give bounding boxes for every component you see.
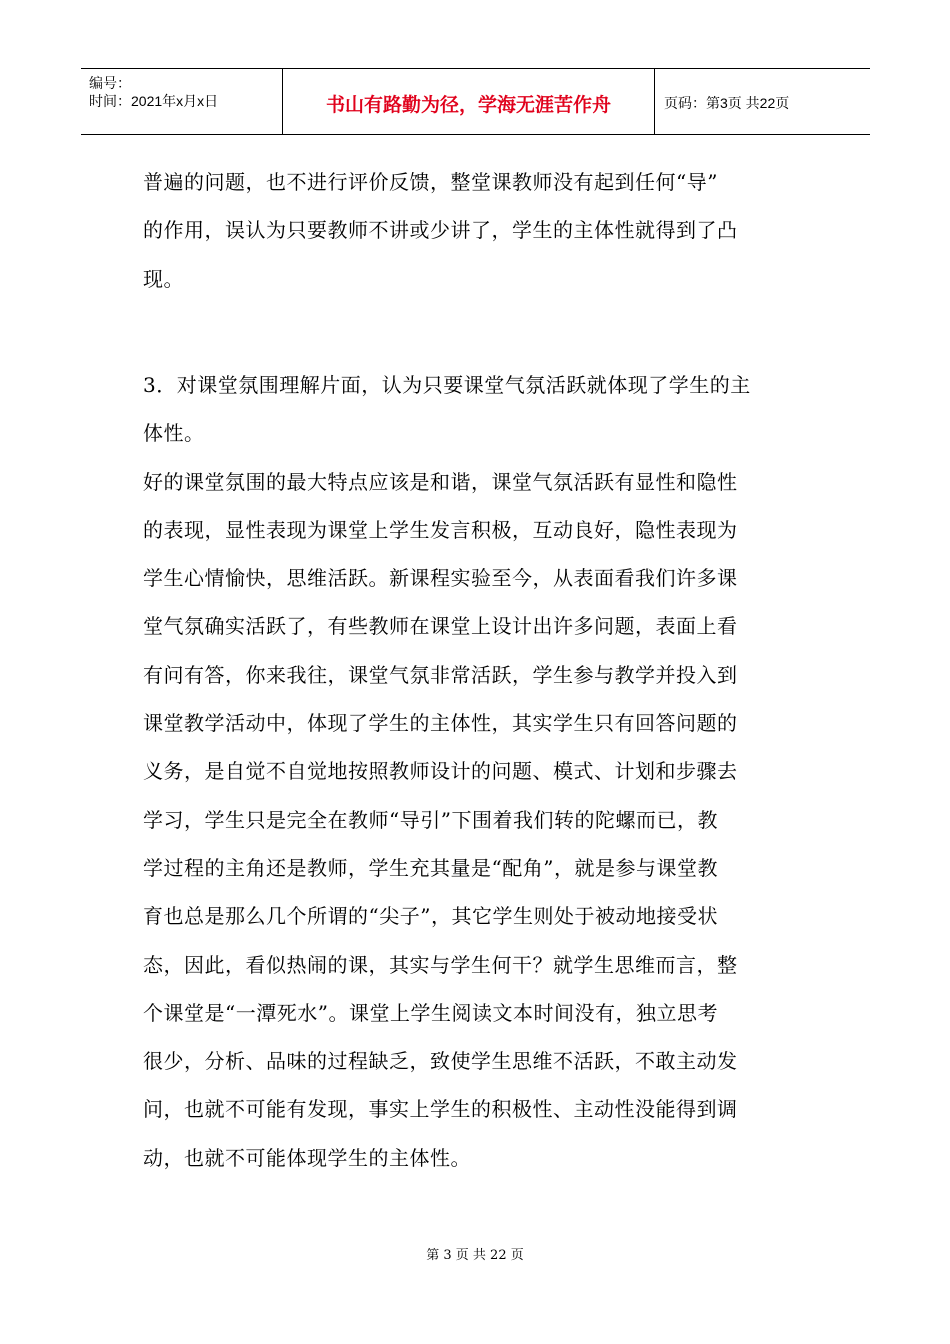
text-line: 课堂教学活动中，体现了学生的主体性，其实学生只有回答问题的 (143, 711, 738, 736)
text-line: 堂气氛确实活跃了，有些教师在课堂上设计出许多问题，表面上看 (143, 614, 738, 639)
text-line: 好的课堂氛围的最大特点应该是和谐，课堂气氛活跃有显性和隐性 (143, 469, 738, 494)
text-line: 很少，分析、品味的过程缺乏，致使学生思维不活跃，不敢主动发 (143, 1049, 738, 1074)
text-line: 动，也就不可能体现学生的主体性。 (143, 1145, 471, 1170)
page-footer: 第 3 页 共 22 页 (426, 1248, 524, 1263)
section-heading-line: 3．对课堂氛围理解片面，认为只要课堂气氛活跃就体现了学生的主 (143, 373, 751, 397)
text-line: 的作用，误认为只要教师不讲或少讲了，学生的主体性就得到了凸 (143, 218, 738, 243)
header-page-info: 页码：第3页 共22页 (664, 95, 790, 111)
text-line: 的表现，显性表现为课堂上学生发言积极，互动良好，隐性表现为 (143, 517, 738, 542)
text-line: 现。 (143, 266, 184, 291)
text-line: 学生心情愉快，思维活跃。新课程实验至今，从表面看我们许多课 (143, 566, 738, 591)
section-3 (143, 361, 808, 1182)
paragraph-continued (143, 158, 808, 303)
text-line: 普遍的问题，也不进行评价反馈，整堂课教师没有起到任何“导” (143, 170, 718, 194)
page-header (81, 68, 870, 135)
text-line: 个课堂是“一潭死水”。课堂上学生阅读文本时间没有，独立思考 (143, 1000, 718, 1025)
text-line: 问，也就不可能有发现，事实上学生的积极性、主动性没能得到调 (143, 1097, 738, 1122)
header-motto-cell (283, 69, 655, 134)
text-line: 学习，学生只是完全在教师“导引”下围着我们转的陀螺而已，教 (143, 807, 718, 832)
text-line: 有问有答，你来我往，课堂气氛非常活跃，学生参与教学并投入到 (143, 662, 738, 687)
header-page-cell (655, 69, 870, 134)
text-line: 育也总是那么几个所谓的“尖子”，其它学生则处于被动地接受状 (143, 904, 718, 929)
section-heading-line: 体性。 (143, 421, 205, 446)
text-line: 义务，是自觉不自觉地按照教师设计的问题、模式、计划和步骤去 (143, 759, 738, 784)
document-date: 时间：2021年x月x日 (89, 93, 219, 109)
header-motto: 书山有路勤为径，学海无涯苦作舟 (325, 94, 611, 116)
text-line: 态，因此，看似热闹的课，其实与学生何干？就学生思维而言，整 (143, 952, 738, 977)
text-line: 学过程的主角还是教师，学生充其量是“配角”，就是参与课堂教 (143, 855, 718, 880)
document-number-label: 编号： (89, 75, 131, 91)
header-meta-cell (81, 69, 283, 134)
